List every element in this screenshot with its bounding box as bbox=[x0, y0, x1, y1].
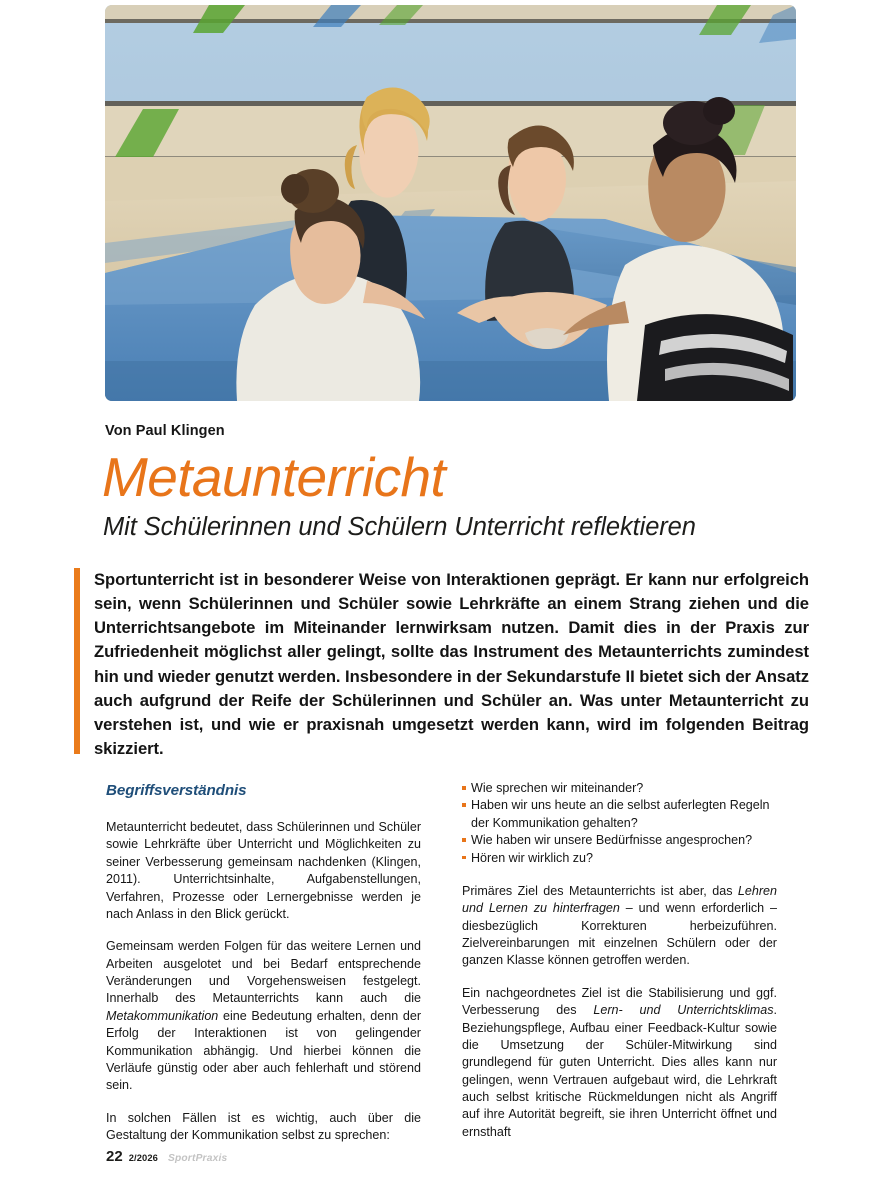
list-item: Wie sprechen wir miteinander? bbox=[462, 780, 777, 797]
text-run: – und wenn erforderlich – diesbezüglich Korrekturen herbeizuführen. Zielvereinbarungen mit einzelnen Schülern oder der ganzen Klasse können getroffen werden. bbox=[462, 901, 777, 968]
list-item: Hören wir wirklich zu? bbox=[462, 850, 777, 867]
emphasis-term: Lehren und Lernen zu hinterfragen bbox=[462, 883, 777, 916]
byline: Von Paul Klingen bbox=[105, 423, 225, 439]
text-run: Metaunterricht bedeutet, dass Schülerinnen und Schüler sowie Lehrkräfte über Unterricht und Möglichkeiten zu seiner Verbesserung gemeinsam nachdenken (Klingen, 2011). Unterrichtsinhalte, Aufgabenstellungen, Verfahren, Prozesse oder Lernergebnisse werden je nach Anlass in den Blick gerückt. bbox=[106, 820, 421, 921]
page-title: Metaunterricht bbox=[102, 446, 446, 508]
text-run: . Beziehungspflege, Aufbau einer Feedback-Kultur sowie die Umsetzung der Schüler-Mitwirkung sind grundlegend für guten Unterricht. Dies alles kann nur gelingen, wenn Vertrauen aufgebaut wird, die Lehrkraft auch selbst kritische Rückmeldungen nicht als Angriff auf ihre Autorität begreift, sie ihren Unterricht öffnet und ernsthaft bbox=[462, 1003, 777, 1139]
reflection-question-list bbox=[462, 780, 777, 867]
left-column-paragraphs bbox=[106, 819, 421, 1144]
footer-issue: 2/2026 bbox=[128, 1152, 158, 1163]
body-paragraph bbox=[462, 985, 777, 1141]
text-run: Gemeinsam werden Folgen für das weitere Lernen und Arbeiten ausgelotet und bei Bedarf entsprechende Veränderungen und Vorgehensweisen festgelegt. Innerhalb des Metaunterrichts kann auch die bbox=[106, 939, 421, 1006]
right-column-paragraphs bbox=[462, 883, 777, 1141]
body-column-left bbox=[106, 780, 421, 1144]
text-run: Primäres Ziel des Metaunterrichts ist aber, das bbox=[462, 883, 738, 898]
page-footer bbox=[106, 1148, 227, 1165]
footer-magazine-name: SportPraxis bbox=[167, 1153, 228, 1164]
footer-page-number: 22 bbox=[106, 1148, 123, 1165]
hero-photo bbox=[105, 5, 796, 401]
emphasis-term: Metakommunikation bbox=[106, 1008, 219, 1023]
body-paragraph bbox=[106, 819, 421, 923]
list-item: Haben wir uns heute an die selbst auferlegten Regeln der Kommunikation gehalten? bbox=[462, 797, 777, 832]
text-run: eine Bedeutung erhalten, denn der Erfolg der Interaktionen ist von gelingender Kommunikation abhängig. Und hierbei können die Verläufe günstig oder aber auch fehlerhaft und störend sein. bbox=[106, 1008, 421, 1093]
body-paragraph bbox=[462, 883, 777, 970]
text-run: Ein nachgeordnetes Ziel ist die Stabilisierung und ggf. Verbesserung des bbox=[462, 985, 777, 1018]
body-paragraph bbox=[106, 1110, 421, 1145]
list-item: Wie haben wir unsere Bedürfnisse angesprochen? bbox=[462, 832, 777, 849]
lead-accent-bar bbox=[74, 568, 80, 754]
body-paragraph bbox=[106, 938, 421, 1094]
emphasis-term: Lern- und Unterrichtsklimas bbox=[593, 1003, 774, 1018]
section-heading-begriffsverstaendnis: Begriffsverständnis bbox=[106, 782, 247, 799]
lead-paragraph-block bbox=[74, 568, 810, 761]
body-column-right bbox=[462, 780, 777, 1141]
page-subtitle: Mit Schülerinnen und Schülern Unterricht reflektieren bbox=[103, 513, 696, 541]
lead-paragraph-text: Sportunterricht ist in besonderer Weise von Interaktionen geprägt. Er kann nur erfolgreich sein, wenn Schülerinnen und Schüler sowie Lehrkräfte an einem Strang ziehen und die Unterrichtsangebote im Miteinander lernwirksam nutzen. Damit dies in der Praxis zur Zufriedenheit möglichst aller gelingt, sollte das Instrument des Metaunterrichts zumindest hin und wieder genutzt werden. Insbesondere in der Sekundarstufe II bietet sich der Ansatz auch aufgrund der Reife der Schülerinnen und Schüler an. Was unter Metaunterricht zu verstehen ist, und wie er praxisnah umgesetzt werden kann, wird im folgenden Beitrag skizziert. bbox=[94, 570, 809, 758]
hero-photo-illustration bbox=[105, 5, 796, 401]
text-run: In solchen Fällen ist es wichtig, auch über die Gestaltung der Kommunikation selbst zu sprechen: bbox=[106, 1110, 421, 1143]
